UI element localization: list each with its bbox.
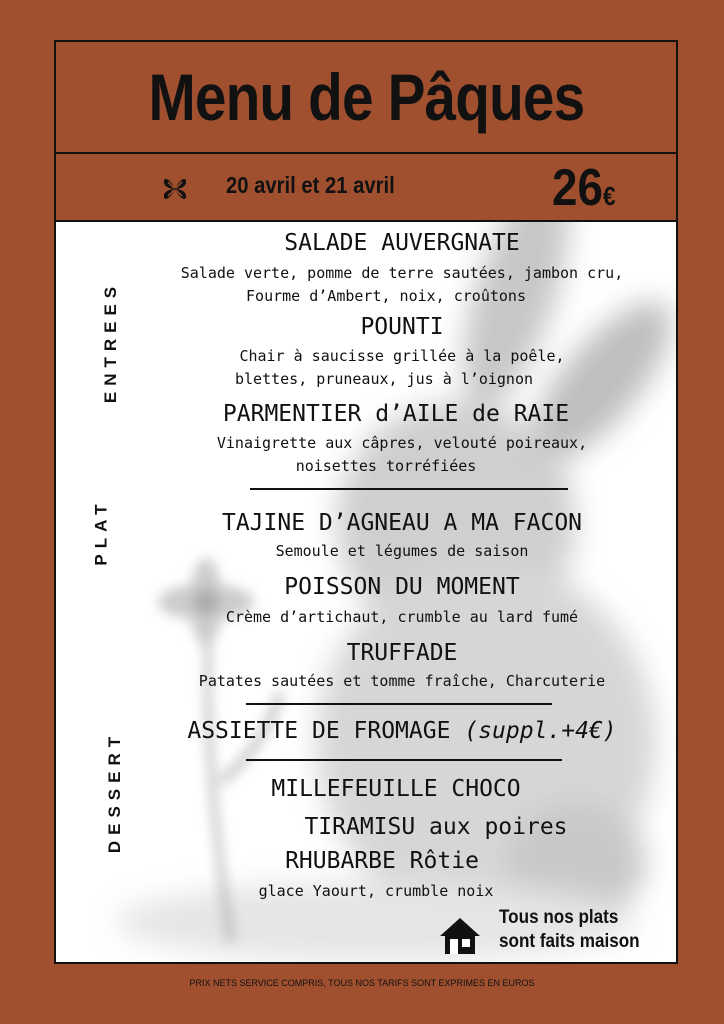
dish-name: MILLEFEUILLE CHOCO xyxy=(271,776,521,802)
dish-name: PARMENTIER d’AILE de RAIE xyxy=(222,401,570,427)
dish-name: TIRAMISU aux poires xyxy=(304,814,568,840)
dish-name: TAJINE D’AGNEAU A MA FACON xyxy=(221,510,583,536)
dish-description: Salade verte, pomme de terre sautées, jambon cru, xyxy=(180,264,624,282)
house-icon xyxy=(438,916,482,956)
supplement-price: (suppl.+4€) xyxy=(464,718,617,744)
dish-name: POUNTI xyxy=(360,314,444,340)
footer-note: PRIX NETS SERVICE COMPRIS, TOUS NOS TARIFS SONT EXPRIMES EN EUROS xyxy=(189,978,535,988)
dish-name: SALADE AUVERGNATE xyxy=(284,230,520,256)
house-made-note: Tous nos plats sont faits maison xyxy=(499,907,640,952)
dish-description: blettes, pruneaux, jus à l’oignon xyxy=(234,370,533,388)
dish-description: Semoule et légumes de saison xyxy=(275,542,529,560)
dish-description: noisettes torréfiées xyxy=(295,457,477,475)
section-divider xyxy=(246,759,562,761)
section-divider xyxy=(246,703,552,705)
dish-description: Fourme d’Ambert, noix, croûtons xyxy=(246,287,526,305)
dish-description: Patates sautées et tomme fraîche, Charcuterie xyxy=(198,672,606,690)
dish-description: Crème d’artichaut, crumble au lard fumé xyxy=(225,608,579,626)
event-dates: 20 avril et 21 avril xyxy=(226,172,395,198)
section-divider xyxy=(250,488,568,490)
menu-card xyxy=(54,40,678,964)
dish-description: Chair à saucisse grillée à la poêle, xyxy=(239,347,565,365)
date-band xyxy=(56,154,676,222)
leaf-icon xyxy=(160,174,190,204)
dish-name: POISSON DU MOMENT xyxy=(284,574,520,600)
dish-name: ASSIETTE DE FROMAGE xyxy=(187,718,451,744)
section-label-plat: PLAT xyxy=(91,498,111,566)
section-label-dessert: DESSERT xyxy=(105,730,125,854)
menu-title: Menu de Pâques xyxy=(148,60,584,134)
dish-description: Vinaigrette aux câpres, velouté poireaux, xyxy=(216,434,588,452)
section-label-entrees: ENTREES xyxy=(101,280,121,404)
cheese-course xyxy=(92,718,678,744)
dish-name: RHUBARBE Rôtie xyxy=(285,848,479,874)
menu-price: 26€ xyxy=(552,159,616,217)
dish-name: TRUFFADE xyxy=(346,640,458,666)
title-band xyxy=(56,42,676,154)
dish-description: glace Yaourt, crumble noix xyxy=(258,882,494,900)
